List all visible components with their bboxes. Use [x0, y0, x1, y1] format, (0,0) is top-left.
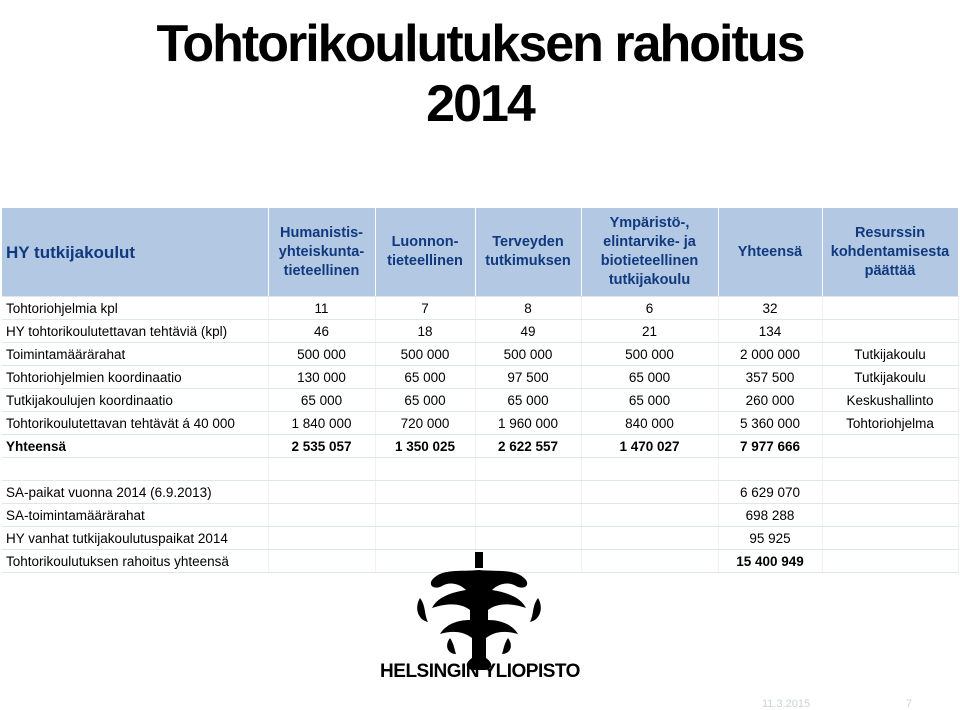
- logo-text: HELSINGIN YLIOPISTO: [380, 661, 580, 682]
- table-row: [2, 320, 958, 343]
- title-line-1: Tohtorikoulutuksen rahoitus: [156, 15, 804, 73]
- row-label: Tohtoriohjelmien koordinaatio: [2, 366, 268, 389]
- table-spacer-row: [2, 458, 958, 481]
- table-cell: 65 000: [268, 389, 375, 412]
- table-cell: 500 000: [475, 343, 581, 366]
- footer-date: 11.3.2015: [762, 698, 811, 710]
- table-cell: 46: [268, 320, 375, 343]
- table-row: [2, 412, 958, 435]
- table-cell: 357 500: [718, 366, 822, 389]
- table-cell: [822, 435, 958, 458]
- title-line-2: 2014: [426, 75, 534, 133]
- header-cell: Ympäristö-, elintarvike- ja biotieteellinen tutkijakoulu: [581, 208, 718, 297]
- table-cell: 2 622 557: [475, 435, 581, 458]
- header-cell: HY tutkijakoulut: [2, 208, 268, 297]
- funding-table: [2, 208, 959, 573]
- table-cell: 6: [581, 297, 718, 320]
- table-cell: Tutkijakoulu: [822, 343, 958, 366]
- table-cell: 1 960 000: [475, 412, 581, 435]
- table-cell: 1 840 000: [268, 412, 375, 435]
- table-cell: 65 000: [375, 366, 475, 389]
- table-cell: 97 500: [475, 366, 581, 389]
- table-total-row: [2, 435, 958, 458]
- table-cell: Tohtoriohjelma: [822, 412, 958, 435]
- table-cell: 260 000: [718, 389, 822, 412]
- row-label: SA-toimintamäärärahat: [2, 504, 268, 527]
- page-title: [0, 14, 960, 134]
- row-label: Toimintamäärärahat: [2, 343, 268, 366]
- table-cell: 65 000: [475, 389, 581, 412]
- table-row: [2, 527, 958, 550]
- row-label: Tohtorikoulutettavan tehtävät á 40 000: [2, 412, 268, 435]
- table-cell: 1 350 025: [375, 435, 475, 458]
- table-cell: 7: [375, 297, 475, 320]
- table-cell: 18: [375, 320, 475, 343]
- table-cell: 2 000 000: [718, 343, 822, 366]
- table-cell: 500 000: [268, 343, 375, 366]
- table-row: [2, 297, 958, 320]
- header-cell: Resurssin kohdentamisesta päättää: [822, 208, 958, 297]
- row-label: HY tohtorikoulutettavan tehtäviä (kpl): [2, 320, 268, 343]
- table-cell: 698 288: [718, 504, 822, 527]
- table-row: [2, 343, 958, 366]
- table-cell: [822, 320, 958, 343]
- table-cell: 65 000: [375, 389, 475, 412]
- table-row: [2, 481, 958, 504]
- table-cell: 134: [718, 320, 822, 343]
- table-cell: 5 360 000: [718, 412, 822, 435]
- row-label: HY vanhat tutkijakoulutuspaikat 2014: [2, 527, 268, 550]
- header-cell: Yhteensä: [718, 208, 822, 297]
- page-number: 7: [906, 698, 913, 710]
- table-cell: 720 000: [375, 412, 475, 435]
- table-cell: Keskushallinto: [822, 389, 958, 412]
- table-cell: 95 925: [718, 527, 822, 550]
- table-cell: 11: [268, 297, 375, 320]
- table-cell: 49: [475, 320, 581, 343]
- table-cell: 32: [718, 297, 822, 320]
- table-cell: 840 000: [581, 412, 718, 435]
- table-header-row: [2, 208, 958, 297]
- table-cell: 6 629 070: [718, 481, 822, 504]
- table-cell: 2 535 057: [268, 435, 375, 458]
- table-cell: 130 000: [268, 366, 375, 389]
- table-cell: 65 000: [581, 366, 718, 389]
- table-cell: Tutkijakoulu: [822, 366, 958, 389]
- row-label: SA-paikat vuonna 2014 (6.9.2013): [2, 481, 268, 504]
- table-cell: 500 000: [581, 343, 718, 366]
- table-cell: 65 000: [581, 389, 718, 412]
- table-row: [2, 366, 958, 389]
- table-cell: 1 470 027: [581, 435, 718, 458]
- table-cell: 7 977 666: [718, 435, 822, 458]
- table-cell: [822, 297, 958, 320]
- row-label: Tohtorikoulutuksen rahoitus yhteensä: [2, 550, 268, 573]
- row-label: Tohtoriohjelmia kpl: [2, 297, 268, 320]
- table-cell: 21: [581, 320, 718, 343]
- table-cell: 15 400 949: [718, 550, 822, 573]
- header-cell: Terveyden tutkimuksen: [475, 208, 581, 297]
- table-row: [2, 389, 958, 412]
- row-label: Tutkijakoulujen koordinaatio: [2, 389, 268, 412]
- table-cell: 500 000: [375, 343, 475, 366]
- header-cell: Luonnon-tieteellinen: [375, 208, 475, 297]
- row-label: Yhteensä: [2, 435, 268, 458]
- table-row: [2, 504, 958, 527]
- header-cell: Humanistis-yhteiskunta-tieteellinen: [268, 208, 375, 297]
- table-cell: 8: [475, 297, 581, 320]
